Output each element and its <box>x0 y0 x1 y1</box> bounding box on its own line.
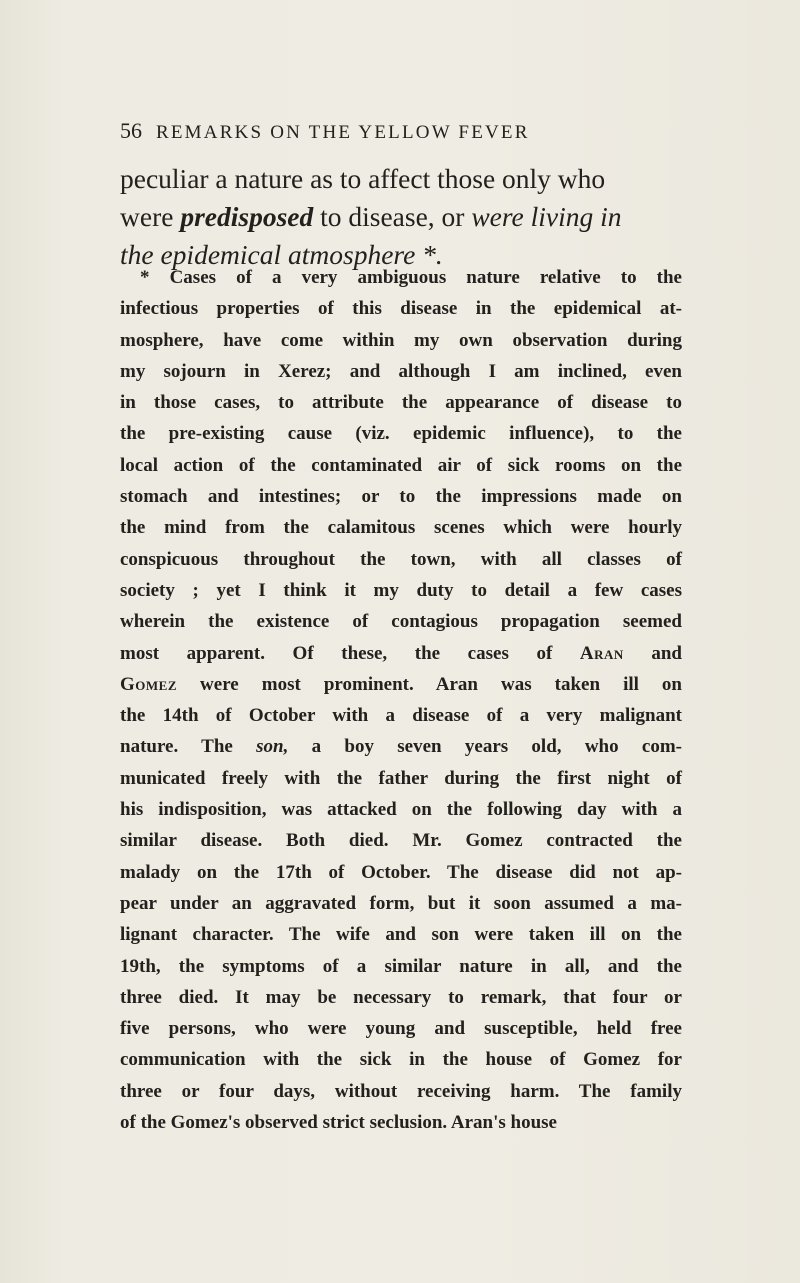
footnote-line <box>120 669 682 700</box>
footnote-line: municated freely with the father during the first night of <box>120 767 682 789</box>
name-aran: Aran <box>579 642 624 664</box>
running-header <box>120 118 700 144</box>
footnote-line: in those cases, to attribute the appearance of disease to <box>120 392 682 414</box>
text-run: a boy seven years old, who com- <box>288 736 682 758</box>
name-gomez: Gomez <box>120 673 178 695</box>
footnote-line <box>120 731 682 762</box>
footnote-line: malady on the 17th of October. The disease did not ap- <box>120 861 682 883</box>
text-run: were <box>120 201 181 232</box>
footnote-line: local action of the contaminated air of sick rooms on the <box>120 454 682 476</box>
footnote-line: three died. It may be necessary to remark, that four or <box>120 986 682 1008</box>
footnote-line: similar disease. Both died. Mr. Gomez contracted the <box>120 830 682 852</box>
text-run: and <box>623 642 682 664</box>
text-run: to disease, or <box>313 201 472 232</box>
footnote-line: of the Gomez's observed strict seclusion. Aran's house <box>120 1112 557 1134</box>
main-line: peculiar a nature as to affect those only who <box>120 163 606 194</box>
emphasis-were-living-in: were living in <box>471 201 622 232</box>
text-run: most apparent. Of these, the cases of <box>120 642 580 664</box>
main-line <box>120 198 676 236</box>
footnote-line: mosphere, have come within my own observation during <box>120 329 682 351</box>
footnote-line: infectious properties of this disease in the epidemical at- <box>120 298 682 320</box>
main-line: the epidemical atmosphere *. <box>120 239 443 270</box>
footnote-line: his indisposition, was attacked on the following day with a <box>120 799 682 821</box>
text-run: nature. The <box>120 736 257 758</box>
footnote-line: pear under an aggravated form, but it soon assumed a ma- <box>120 892 682 914</box>
main-text <box>120 160 676 274</box>
text-run: were most prominent. Aran was taken ill on <box>177 673 682 695</box>
footnote-line: conspicuous throughout the town, with all classes of <box>120 548 682 570</box>
footnote-line: my sojourn in Xerez; and although I am inclined, even <box>120 360 682 382</box>
footnote-line: communication with the sick in the house of Gomez for <box>120 1049 682 1071</box>
footnote-line: the mind from the calamitous scenes which were hourly <box>120 517 682 539</box>
footnote-line <box>120 638 682 669</box>
page-number: 56 <box>120 118 142 143</box>
emphasis-son: son, <box>256 736 289 758</box>
emphasis-predisposed: predisposed <box>180 201 314 232</box>
footnote-line: society ; yet I think it my duty to detail a few cases <box>120 579 682 601</box>
footnote-line: 19th, the symptoms of a similar nature in all, and the <box>120 955 682 977</box>
footnote <box>120 262 682 1138</box>
footnote-line: * Cases of a very ambiguous nature relative to the <box>140 267 682 288</box>
footnote-line: the pre-existing cause (viz. epidemic influence), to the <box>120 423 682 445</box>
footnote-line: the 14th of October with a disease of a very malignant <box>120 705 682 727</box>
footnote-line: three or four days, without receiving harm. The family <box>120 1080 682 1102</box>
footnote-line: five persons, who were young and susceptible, held free <box>120 1018 682 1040</box>
footnote-line: wherein the existence of contagious propagation seemed <box>120 611 682 633</box>
footnote-line: stomach and intestines; or to the impressions made on <box>120 486 682 508</box>
footnote-line: lignant character. The wife and son were taken ill on the <box>120 924 682 946</box>
running-title: REMARKS ON THE YELLOW FEVER <box>156 122 530 143</box>
